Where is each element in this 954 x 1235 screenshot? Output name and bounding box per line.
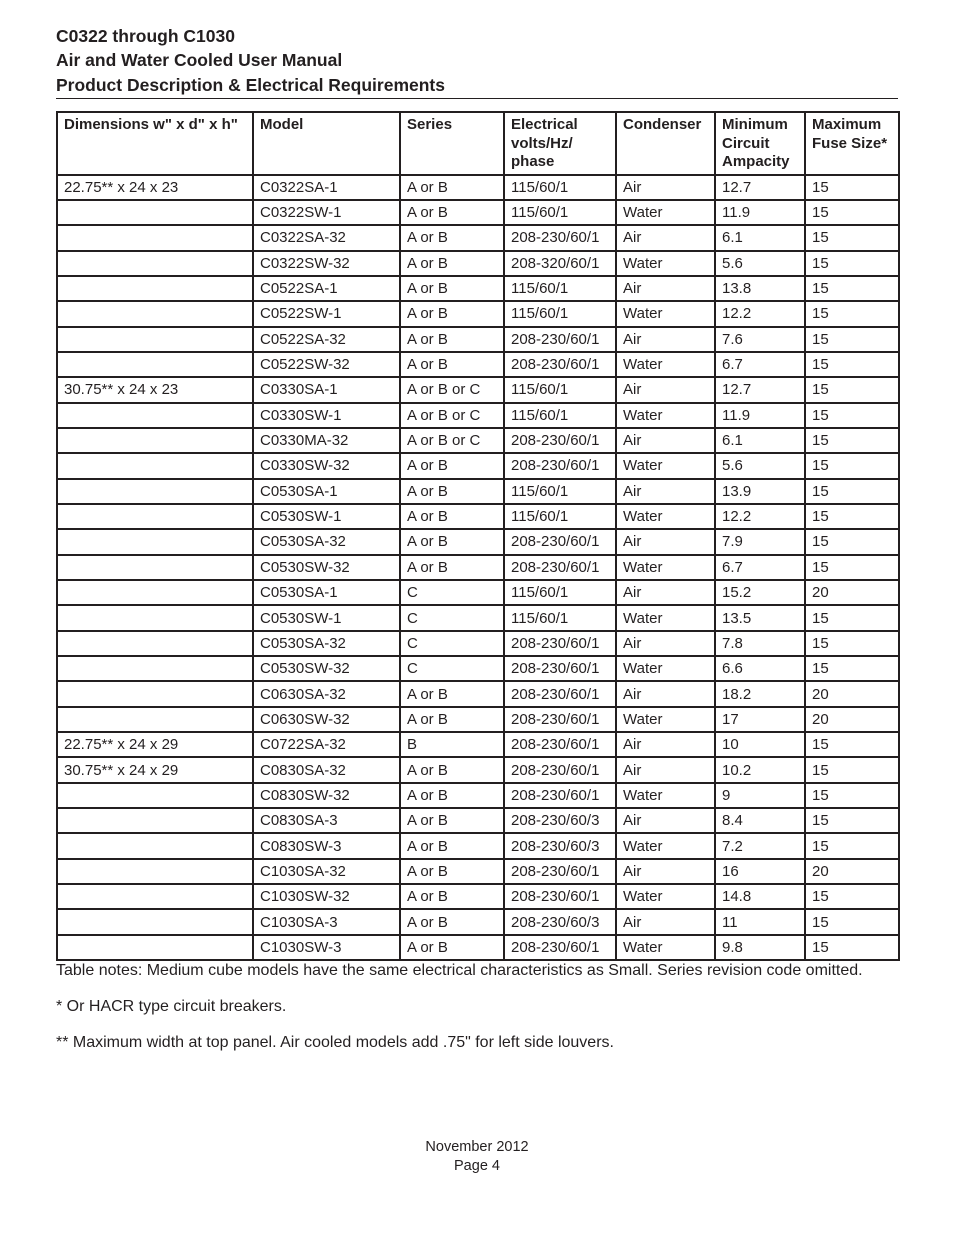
cell-model: C0322SW-32 — [253, 251, 400, 276]
column-header-max-fuse-size: Maximum Fuse Size* — [805, 112, 899, 175]
cell-min-ampacity: 17 — [715, 707, 805, 732]
cell-condenser: Water — [616, 555, 715, 580]
cell-min-ampacity: 13.8 — [715, 276, 805, 301]
cell-condenser: Air — [616, 808, 715, 833]
cell-min-ampacity: 7.2 — [715, 833, 805, 858]
column-header-electrical: Electrical volts/Hz/ phase — [504, 112, 616, 175]
cell-series: A or B — [400, 479, 504, 504]
table-row — [57, 251, 899, 276]
table-row — [57, 833, 899, 858]
cell-series: A or B — [400, 681, 504, 706]
cell-min-ampacity: 5.6 — [715, 453, 805, 478]
cell-dimensions: 30.75** x 24 x 23 — [57, 377, 253, 402]
cell-model: C0530SA-1 — [253, 479, 400, 504]
table-row — [57, 377, 899, 402]
cell-min-ampacity: 12.7 — [715, 377, 805, 402]
cell-series: C — [400, 580, 504, 605]
header-divider — [56, 98, 898, 99]
cell-model: C0530SW-32 — [253, 656, 400, 681]
cell-model: C0522SW-1 — [253, 301, 400, 326]
cell-electrical: 208-230/60/3 — [504, 833, 616, 858]
cell-condenser: Air — [616, 175, 715, 200]
cell-model: C0530SW-1 — [253, 504, 400, 529]
table-row — [57, 225, 899, 250]
cell-model: C0530SA-32 — [253, 529, 400, 554]
cell-series: A or B — [400, 555, 504, 580]
table-row — [57, 453, 899, 478]
cell-series: A or B — [400, 833, 504, 858]
cell-max-fuse: 15 — [805, 352, 899, 377]
table-header-row — [57, 112, 899, 175]
cell-model: C0830SW-3 — [253, 833, 400, 858]
cell-model: C0322SA-32 — [253, 225, 400, 250]
table-row — [57, 352, 899, 377]
cell-electrical: 208-320/60/1 — [504, 251, 616, 276]
note-medium-cube: Table notes: Medium cube models have the same electrical characteristics as Small. Series revision code omitted. — [56, 962, 863, 979]
cell-electrical: 208-230/60/1 — [504, 327, 616, 352]
cell-model: C1030SW-3 — [253, 935, 400, 960]
cell-series: A or B — [400, 327, 504, 352]
table-row — [57, 935, 899, 960]
column-header-min-circuit-ampacity: Minimum Circuit Ampacity — [715, 112, 805, 175]
cell-max-fuse: 15 — [805, 783, 899, 808]
cell-dimensions: 30.75** x 24 x 29 — [57, 757, 253, 782]
cell-max-fuse: 15 — [805, 605, 899, 630]
cell-condenser: Water — [616, 783, 715, 808]
cell-model: C0522SA-1 — [253, 276, 400, 301]
table-row — [57, 200, 899, 225]
cell-condenser: Air — [616, 428, 715, 453]
cell-dimensions — [57, 935, 253, 960]
table-row — [57, 681, 899, 706]
cell-dimensions: 22.75** x 24 x 29 — [57, 732, 253, 757]
cell-model: C0322SA-1 — [253, 175, 400, 200]
cell-max-fuse: 15 — [805, 631, 899, 656]
cell-condenser: Air — [616, 529, 715, 554]
electrical-requirements-table — [56, 111, 900, 961]
cell-max-fuse: 15 — [805, 301, 899, 326]
cell-min-ampacity: 6.6 — [715, 656, 805, 681]
cell-electrical: 208-230/60/1 — [504, 935, 616, 960]
cell-min-ampacity: 6.1 — [715, 225, 805, 250]
cell-condenser: Water — [616, 200, 715, 225]
cell-series: A or B — [400, 935, 504, 960]
table-row — [57, 301, 899, 326]
cell-dimensions — [57, 580, 253, 605]
cell-dimensions — [57, 225, 253, 250]
cell-series: A or B — [400, 276, 504, 301]
table-row — [57, 909, 899, 934]
cell-condenser: Air — [616, 732, 715, 757]
cell-max-fuse: 15 — [805, 479, 899, 504]
cell-max-fuse: 15 — [805, 327, 899, 352]
cell-model: C1030SA-32 — [253, 859, 400, 884]
cell-dimensions — [57, 301, 253, 326]
table-row — [57, 859, 899, 884]
cell-electrical: 115/60/1 — [504, 605, 616, 630]
cell-min-ampacity: 7.6 — [715, 327, 805, 352]
cell-max-fuse: 15 — [805, 504, 899, 529]
table-row — [57, 428, 899, 453]
cell-electrical: 208-230/60/1 — [504, 884, 616, 909]
cell-min-ampacity: 10 — [715, 732, 805, 757]
table-row — [57, 631, 899, 656]
cell-series: C — [400, 605, 504, 630]
cell-condenser: Water — [616, 656, 715, 681]
footer-date: November 2012 — [425, 1139, 529, 1155]
cell-max-fuse: 15 — [805, 403, 899, 428]
cell-min-ampacity: 12.7 — [715, 175, 805, 200]
cell-max-fuse: 15 — [805, 909, 899, 934]
cell-condenser: Air — [616, 225, 715, 250]
table-row — [57, 529, 899, 554]
cell-min-ampacity: 5.6 — [715, 251, 805, 276]
cell-max-fuse: 15 — [805, 200, 899, 225]
cell-condenser: Air — [616, 859, 715, 884]
cell-series: A or B — [400, 301, 504, 326]
cell-max-fuse: 15 — [805, 656, 899, 681]
cell-condenser: Water — [616, 504, 715, 529]
cell-dimensions — [57, 504, 253, 529]
cell-min-ampacity: 16 — [715, 859, 805, 884]
cell-min-ampacity: 6.1 — [715, 428, 805, 453]
cell-min-ampacity: 6.7 — [715, 555, 805, 580]
cell-min-ampacity: 7.8 — [715, 631, 805, 656]
cell-dimensions — [57, 529, 253, 554]
note-hacr-breakers: * Or HACR type circuit breakers. — [56, 998, 287, 1015]
cell-condenser: Air — [616, 327, 715, 352]
cell-max-fuse: 20 — [805, 707, 899, 732]
cell-model: C0830SW-32 — [253, 783, 400, 808]
table-row — [57, 175, 899, 200]
cell-condenser: Air — [616, 276, 715, 301]
cell-dimensions — [57, 808, 253, 833]
cell-series: A or B or C — [400, 403, 504, 428]
cell-electrical: 208-230/60/1 — [504, 352, 616, 377]
cell-max-fuse: 15 — [805, 225, 899, 250]
cell-dimensions: 22.75** x 24 x 23 — [57, 175, 253, 200]
cell-electrical: 208-230/60/1 — [504, 631, 616, 656]
cell-series: C — [400, 631, 504, 656]
cell-dimensions — [57, 859, 253, 884]
cell-electrical: 115/60/1 — [504, 200, 616, 225]
cell-min-ampacity: 14.8 — [715, 884, 805, 909]
cell-series: A or B — [400, 859, 504, 884]
cell-series: A or B — [400, 504, 504, 529]
cell-electrical: 115/60/1 — [504, 479, 616, 504]
cell-min-ampacity: 12.2 — [715, 504, 805, 529]
cell-min-ampacity: 9.8 — [715, 935, 805, 960]
cell-electrical: 208-230/60/1 — [504, 707, 616, 732]
cell-condenser: Water — [616, 833, 715, 858]
cell-dimensions — [57, 833, 253, 858]
column-header-dimensions: Dimensions w" x d" x h" — [57, 112, 253, 175]
cell-min-ampacity: 13.9 — [715, 479, 805, 504]
cell-model: C0830SA-32 — [253, 757, 400, 782]
table-row — [57, 605, 899, 630]
cell-dimensions — [57, 200, 253, 225]
cell-electrical: 115/60/1 — [504, 276, 616, 301]
cell-electrical: 115/60/1 — [504, 504, 616, 529]
cell-condenser: Air — [616, 479, 715, 504]
cell-model: C0330SW-1 — [253, 403, 400, 428]
cell-max-fuse: 15 — [805, 884, 899, 909]
cell-max-fuse: 15 — [805, 833, 899, 858]
cell-model: C0522SA-32 — [253, 327, 400, 352]
cell-electrical: 208-230/60/1 — [504, 859, 616, 884]
cell-condenser: Water — [616, 301, 715, 326]
cell-model: C0530SW-32 — [253, 555, 400, 580]
column-header-series: Series — [400, 112, 504, 175]
note-max-width: ** Maximum width at top panel. Air cooled models add .75" for left side louvers. — [56, 1034, 614, 1051]
cell-max-fuse: 20 — [805, 681, 899, 706]
cell-min-ampacity: 11.9 — [715, 403, 805, 428]
table-row — [57, 327, 899, 352]
document-header — [56, 24, 898, 97]
table-row — [57, 403, 899, 428]
cell-condenser: Water — [616, 884, 715, 909]
cell-electrical: 115/60/1 — [504, 580, 616, 605]
cell-dimensions — [57, 656, 253, 681]
cell-series: A or B — [400, 808, 504, 833]
cell-dimensions — [57, 251, 253, 276]
table-row — [57, 707, 899, 732]
cell-min-ampacity: 15.2 — [715, 580, 805, 605]
cell-dimensions — [57, 453, 253, 478]
cell-min-ampacity: 18.2 — [715, 681, 805, 706]
table-row — [57, 555, 899, 580]
cell-series: A or B — [400, 200, 504, 225]
cell-min-ampacity: 11.9 — [715, 200, 805, 225]
cell-condenser: Water — [616, 935, 715, 960]
cell-model: C1030SW-32 — [253, 884, 400, 909]
cell-dimensions — [57, 555, 253, 580]
footer-page-number: Page 4 — [454, 1158, 500, 1174]
cell-electrical: 115/60/1 — [504, 403, 616, 428]
cell-max-fuse: 20 — [805, 859, 899, 884]
header-title-section: Product Description & Electrical Requirements — [56, 75, 445, 95]
table-row — [57, 656, 899, 681]
table-row — [57, 808, 899, 833]
cell-electrical: 208-230/60/1 — [504, 428, 616, 453]
cell-condenser: Air — [616, 681, 715, 706]
cell-electrical: 208-230/60/1 — [504, 453, 616, 478]
cell-dimensions — [57, 783, 253, 808]
cell-model: C0530SW-1 — [253, 605, 400, 630]
cell-condenser: Water — [616, 403, 715, 428]
cell-condenser: Air — [616, 757, 715, 782]
cell-max-fuse: 15 — [805, 757, 899, 782]
table-notes — [56, 960, 898, 1053]
cell-electrical: 115/60/1 — [504, 377, 616, 402]
cell-electrical: 208-230/60/1 — [504, 555, 616, 580]
cell-max-fuse: 15 — [805, 529, 899, 554]
cell-series: C — [400, 656, 504, 681]
column-header-model: Model — [253, 112, 400, 175]
cell-series: A or B — [400, 757, 504, 782]
table-row — [57, 783, 899, 808]
cell-model: C0530SA-1 — [253, 580, 400, 605]
cell-dimensions — [57, 352, 253, 377]
header-title-models: C0322 through C1030 — [56, 26, 235, 46]
cell-series: A or B — [400, 251, 504, 276]
table-row — [57, 504, 899, 529]
cell-model: C0330SW-32 — [253, 453, 400, 478]
cell-model: C0630SW-32 — [253, 707, 400, 732]
cell-max-fuse: 15 — [805, 175, 899, 200]
cell-max-fuse: 15 — [805, 377, 899, 402]
cell-model: C1030SA-3 — [253, 909, 400, 934]
table-body — [57, 175, 899, 961]
cell-max-fuse: 15 — [805, 428, 899, 453]
cell-max-fuse: 15 — [805, 453, 899, 478]
cell-electrical: 208-230/60/1 — [504, 681, 616, 706]
cell-max-fuse: 15 — [805, 808, 899, 833]
cell-condenser: Water — [616, 251, 715, 276]
cell-min-ampacity: 6.7 — [715, 352, 805, 377]
column-header-condenser: Condenser — [616, 112, 715, 175]
table-row — [57, 732, 899, 757]
cell-dimensions — [57, 403, 253, 428]
cell-electrical: 208-230/60/1 — [504, 783, 616, 808]
cell-electrical: 208-230/60/3 — [504, 808, 616, 833]
cell-electrical: 115/60/1 — [504, 301, 616, 326]
cell-dimensions — [57, 681, 253, 706]
cell-max-fuse: 15 — [805, 276, 899, 301]
cell-max-fuse: 15 — [805, 251, 899, 276]
page-footer — [0, 1138, 954, 1176]
cell-min-ampacity: 7.9 — [715, 529, 805, 554]
cell-min-ampacity: 10.2 — [715, 757, 805, 782]
cell-condenser: Water — [616, 352, 715, 377]
cell-condenser: Air — [616, 377, 715, 402]
cell-series: A or B — [400, 909, 504, 934]
cell-dimensions — [57, 631, 253, 656]
cell-max-fuse: 20 — [805, 580, 899, 605]
cell-model: C0630SA-32 — [253, 681, 400, 706]
cell-dimensions — [57, 479, 253, 504]
cell-electrical: 208-230/60/3 — [504, 909, 616, 934]
cell-condenser: Water — [616, 453, 715, 478]
table-row — [57, 580, 899, 605]
cell-min-ampacity: 11 — [715, 909, 805, 934]
cell-condenser: Air — [616, 631, 715, 656]
header-title-manual: Air and Water Cooled User Manual — [56, 50, 343, 70]
cell-model: C0330SA-1 — [253, 377, 400, 402]
cell-condenser: Air — [616, 909, 715, 934]
table-row — [57, 884, 899, 909]
cell-dimensions — [57, 909, 253, 934]
cell-series: A or B — [400, 783, 504, 808]
cell-dimensions — [57, 428, 253, 453]
cell-series: A or B — [400, 175, 504, 200]
cell-max-fuse: 15 — [805, 935, 899, 960]
cell-model: C0322SW-1 — [253, 200, 400, 225]
table-row — [57, 757, 899, 782]
cell-model: C0722SA-32 — [253, 732, 400, 757]
cell-dimensions — [57, 327, 253, 352]
cell-max-fuse: 15 — [805, 555, 899, 580]
cell-electrical: 208-230/60/1 — [504, 225, 616, 250]
cell-electrical: 208-230/60/1 — [504, 732, 616, 757]
cell-condenser: Water — [616, 605, 715, 630]
cell-dimensions — [57, 276, 253, 301]
cell-series: A or B — [400, 884, 504, 909]
table-row — [57, 276, 899, 301]
cell-series: A or B — [400, 225, 504, 250]
cell-series: A or B — [400, 453, 504, 478]
cell-model: C0330MA-32 — [253, 428, 400, 453]
cell-series: A or B — [400, 352, 504, 377]
cell-min-ampacity: 8.4 — [715, 808, 805, 833]
cell-series: A or B or C — [400, 377, 504, 402]
cell-model: C0522SW-32 — [253, 352, 400, 377]
cell-series: A or B — [400, 707, 504, 732]
cell-electrical: 115/60/1 — [504, 175, 616, 200]
table-row — [57, 479, 899, 504]
cell-min-ampacity: 12.2 — [715, 301, 805, 326]
cell-series: B — [400, 732, 504, 757]
cell-max-fuse: 15 — [805, 732, 899, 757]
cell-electrical: 208-230/60/1 — [504, 656, 616, 681]
cell-condenser: Air — [616, 580, 715, 605]
cell-dimensions — [57, 884, 253, 909]
cell-min-ampacity: 9 — [715, 783, 805, 808]
cell-electrical: 208-230/60/1 — [504, 757, 616, 782]
cell-dimensions — [57, 605, 253, 630]
cell-condenser: Water — [616, 707, 715, 732]
cell-min-ampacity: 13.5 — [715, 605, 805, 630]
cell-series: A or B — [400, 529, 504, 554]
cell-electrical: 208-230/60/1 — [504, 529, 616, 554]
cell-model: C0830SA-3 — [253, 808, 400, 833]
cell-model: C0530SA-32 — [253, 631, 400, 656]
cell-dimensions — [57, 707, 253, 732]
cell-series: A or B or C — [400, 428, 504, 453]
